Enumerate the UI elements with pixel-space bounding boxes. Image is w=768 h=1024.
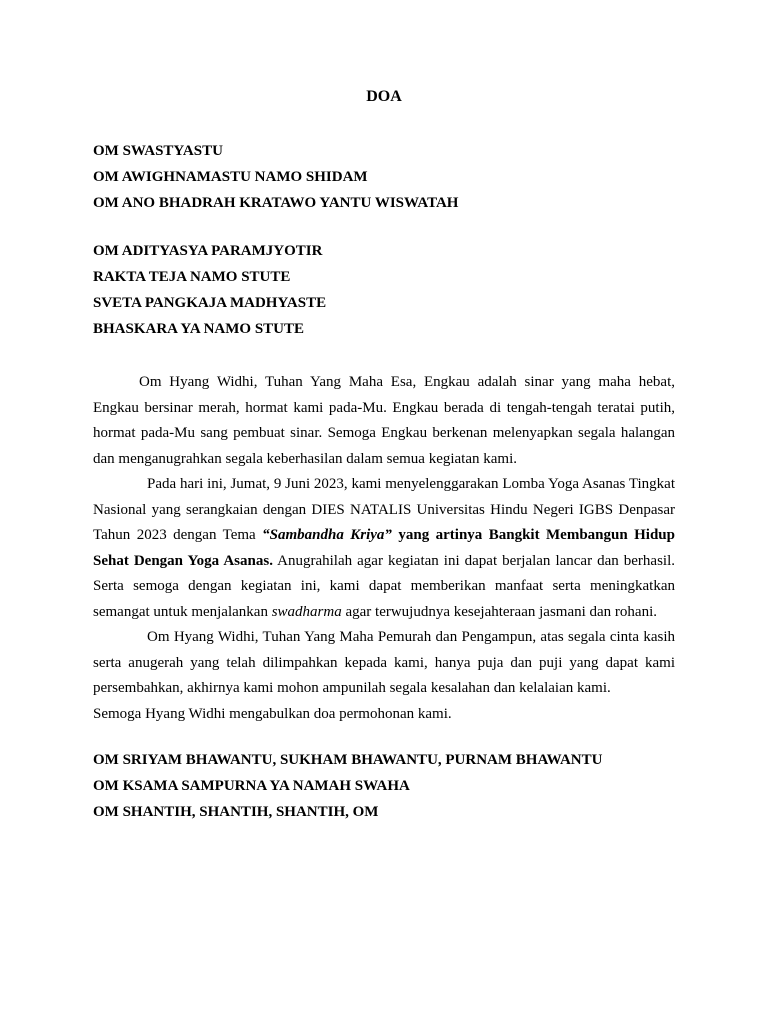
prayer-body xyxy=(93,370,675,727)
paragraph-2 xyxy=(93,472,675,625)
theme-name: “Sambandha Kriya” xyxy=(262,527,392,543)
opening-line: OM AWIGHNAMASTU NAMO SHIDAM xyxy=(93,169,368,185)
verse-mantra xyxy=(93,238,675,342)
verse-line: SVETA PANGKAJA MADHYASTE xyxy=(93,295,327,311)
document-title: DOA xyxy=(366,88,402,105)
paragraph-2-text: Anugrahilah agar kegiatan ini dapat berjalan lancar dan berhasil. Serta semoga dengan kegiatan ini, kami dapat memberikan manfaat serta meningkatkan semangat untuk menjalankan xyxy=(93,552,675,620)
paragraph-2-text: Pada hari ini, Jumat, 9 Juni 2023, kami menyelenggarakan Lomba Yoga Asanas Tingkat Nasional yang serangkaian dengan DIES NATALIS Universitas Hindu Negeri IGBS Denpasar Tahun 2023 dengan Tema xyxy=(93,476,675,543)
closing-line: OM SHANTIH, SHANTIH, SHANTIH, OM xyxy=(93,804,379,820)
verse-line: RAKTA TEJA NAMO STUTE xyxy=(93,269,291,285)
verse-line: BHASKARA YA NAMO STUTE xyxy=(93,321,305,337)
closing-line: OM SRIYAM BHAWANTU, SUKHAM BHAWANTU, PURNAM BHAWANTU xyxy=(93,752,603,768)
paragraph-3-end: Semoga Hyang Widhi mengabulkan doa permohonan kami. xyxy=(93,705,452,722)
opening-line: OM SWASTYASTU xyxy=(93,143,223,159)
closing-line: OM KSAMA SAMPURNA YA NAMAH SWAHA xyxy=(93,778,410,794)
opening-line: OM ANO BHADRAH KRATAWO YANTU WISWATAH xyxy=(93,195,459,211)
opening-mantra xyxy=(93,138,675,216)
verse-line: OM ADITYASYA PARAMJYOTIR xyxy=(93,243,323,259)
theme-meaning: yang artinya Bangkit Membangun Hidup Sehat Dengan Yoga Asanas. xyxy=(93,527,675,569)
paragraph-1: Om Hyang Widhi, Tuhan Yang Maha Esa, Engkau adalah sinar yang maha hebat, Engkau bersinar merah, hormat kami pada-Mu. Engkau berada di tengah-tengah teratai putih, hormat pada-Mu sang pembuat sinar. Semoga Engkau berkenan melenyapkan segala halangan dan menganugrahkan segala keberhasilan dalam semua kegiatan kami. xyxy=(93,374,675,467)
closing-mantra xyxy=(93,747,675,825)
paragraph-2-text: agar terwujudnya kesejahteraan jasmani dan rohani. xyxy=(341,603,658,620)
swadharma-term: swadharma xyxy=(271,603,342,620)
paragraph-3: Om Hyang Widhi, Tuhan Yang Maha Pemurah dan Pengampun, atas segala cinta kasih serta anugerah yang telah dilimpahkan kepada kami, hanya puja dan puji yang dapat kami persembahkan, akhirnya kami mohon ampunilah segala kesalahan dan kelalaian kami. xyxy=(93,629,675,696)
